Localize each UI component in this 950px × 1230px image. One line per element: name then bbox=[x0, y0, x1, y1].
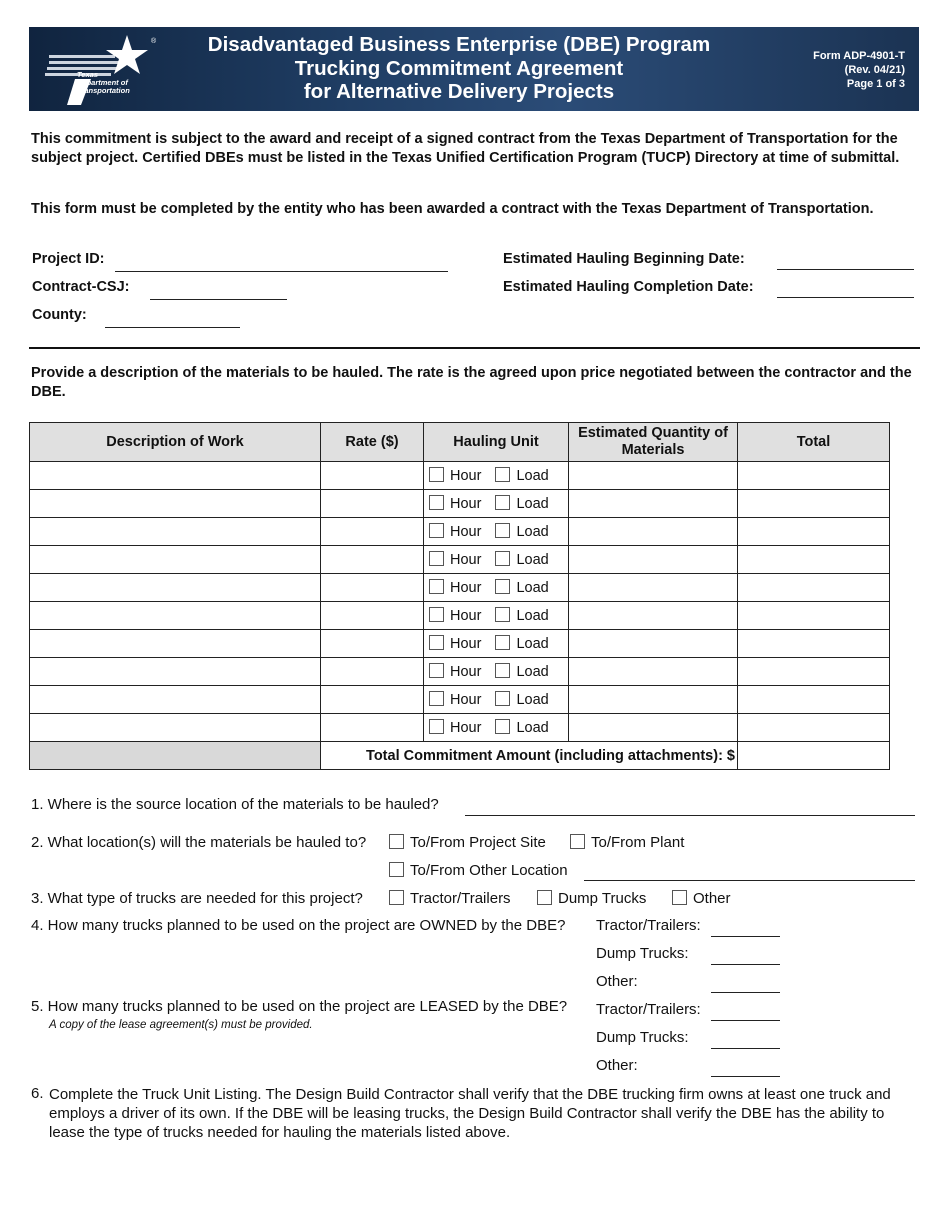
total-row-blank bbox=[30, 742, 321, 770]
owned-dump-label: Dump Trucks: bbox=[596, 945, 689, 962]
title-line-1: Disadvantaged Business Enterprise (DBE) Program bbox=[207, 33, 711, 56]
owned-other-label: Other: bbox=[596, 973, 638, 990]
unit-load-label: Load bbox=[516, 636, 549, 652]
quantity-input[interactable] bbox=[569, 574, 738, 602]
option-plant[interactable] bbox=[570, 834, 684, 851]
unit-hour-label: Hour bbox=[450, 664, 482, 680]
unit-load-label: Load bbox=[516, 608, 549, 624]
unit-hour-option[interactable] bbox=[429, 692, 481, 708]
checkbox-load[interactable] bbox=[495, 663, 510, 678]
table-row bbox=[30, 574, 890, 602]
col-total: Total bbox=[738, 423, 890, 462]
quantity-input[interactable] bbox=[569, 518, 738, 546]
table-row bbox=[30, 462, 890, 490]
checkbox-plant[interactable] bbox=[570, 834, 585, 849]
project-id-input[interactable] bbox=[115, 271, 448, 272]
unit-hour-option[interactable] bbox=[429, 636, 481, 652]
question-4: 4. How many trucks planned to be used on the project are OWNED by the DBE? bbox=[31, 917, 566, 934]
rate-input[interactable] bbox=[321, 602, 424, 630]
form-header-banner bbox=[29, 27, 919, 111]
rate-input[interactable] bbox=[321, 658, 424, 686]
hauling-unit-cell bbox=[424, 518, 569, 546]
col-rate: Rate ($) bbox=[321, 423, 424, 462]
option-project-site-label: To/From Project Site bbox=[410, 834, 546, 851]
other-location-input[interactable] bbox=[584, 880, 915, 881]
option-project-site[interactable] bbox=[389, 834, 546, 851]
unit-load-option[interactable] bbox=[495, 580, 548, 596]
col-hauling-unit: Hauling Unit bbox=[424, 423, 569, 462]
total-input[interactable] bbox=[738, 518, 890, 546]
unit-load-label: Load bbox=[516, 720, 549, 736]
checkbox-hour[interactable] bbox=[429, 691, 444, 706]
unit-load-option[interactable] bbox=[495, 468, 548, 484]
page-number: Page 1 of 3 bbox=[846, 78, 905, 90]
leased-dump-label: Dump Trucks: bbox=[596, 1029, 689, 1046]
rate-input[interactable] bbox=[321, 686, 424, 714]
hauling-unit-cell bbox=[424, 546, 569, 574]
unit-load-label: Load bbox=[516, 692, 549, 708]
hauling-unit-cell bbox=[424, 602, 569, 630]
checkbox-load[interactable] bbox=[495, 607, 510, 622]
unit-hour-option[interactable] bbox=[429, 496, 481, 512]
question-2: 2. What location(s) will the materials be hauled to? bbox=[31, 834, 367, 851]
description-input[interactable] bbox=[30, 518, 321, 546]
total-commitment-label: Total Commitment Amount (including attachments): $ bbox=[321, 742, 738, 770]
description-input[interactable] bbox=[30, 462, 321, 490]
option-dump-trucks[interactable] bbox=[537, 890, 646, 907]
quantity-input[interactable] bbox=[569, 630, 738, 658]
unit-hour-label: Hour bbox=[450, 692, 482, 708]
total-row bbox=[30, 742, 890, 770]
question-3: 3. What type of trucks are needed for this project? bbox=[31, 890, 363, 907]
form-id-block bbox=[813, 49, 905, 91]
title-line-2: Trucking Commitment Agreement bbox=[294, 56, 624, 80]
hauling-begin-label: Estimated Hauling Beginning Date: bbox=[503, 251, 745, 267]
unit-hour-label: Hour bbox=[450, 552, 482, 568]
hauling-unit-cell bbox=[424, 686, 569, 714]
question-5: 5. How many trucks planned to be used on the project are LEASED by the DBE? bbox=[31, 998, 568, 1015]
hauling-table bbox=[29, 422, 890, 770]
checkbox-hour[interactable] bbox=[429, 495, 444, 510]
rate-input[interactable] bbox=[321, 462, 424, 490]
project-id-label: Project ID: bbox=[32, 251, 105, 267]
total-input[interactable] bbox=[738, 658, 890, 686]
rate-input[interactable] bbox=[321, 630, 424, 658]
checkbox-other-truck[interactable] bbox=[672, 890, 687, 905]
leased-tractor-label: Tractor/Trailers: bbox=[596, 1001, 701, 1018]
rate-input[interactable] bbox=[321, 546, 424, 574]
contract-csj-label: Contract-CSJ: bbox=[32, 279, 130, 295]
intro-paragraph-1: This commitment is subject to the award and receipt of a signed contract from the Texas Department of Transportation for the subject project. Certified DBEs must be listed in the Texas Unified Certification Program (TUCP) Directory at time of submittal. bbox=[31, 131, 900, 166]
total-input[interactable] bbox=[738, 490, 890, 518]
table-row bbox=[30, 714, 890, 742]
option-dump-trucks-label: Dump Trucks bbox=[558, 890, 647, 907]
option-tractor-trailers-label: Tractor/Trailers bbox=[410, 890, 511, 907]
total-input[interactable] bbox=[738, 602, 890, 630]
checkbox-hour[interactable] bbox=[429, 551, 444, 566]
total-input[interactable] bbox=[738, 574, 890, 602]
rate-input[interactable] bbox=[321, 518, 424, 546]
checkbox-hour[interactable] bbox=[429, 523, 444, 538]
description-input[interactable] bbox=[30, 630, 321, 658]
option-other-location-label: To/From Other Location bbox=[410, 862, 568, 879]
title-line-3: for Alternative Delivery Projects bbox=[303, 80, 615, 103]
unit-hour-label: Hour bbox=[450, 580, 482, 596]
hauling-unit-cell bbox=[424, 490, 569, 518]
leased-dump-input[interactable] bbox=[711, 1048, 780, 1049]
unit-load-option[interactable] bbox=[495, 524, 548, 540]
table-row bbox=[30, 490, 890, 518]
unit-hour-label: Hour bbox=[450, 636, 482, 652]
txdot-logo bbox=[45, 33, 155, 107]
hauling-begin-input[interactable] bbox=[777, 269, 914, 270]
leased-other-input[interactable] bbox=[711, 1076, 780, 1077]
hauling-complete-input[interactable] bbox=[777, 297, 914, 298]
total-input[interactable] bbox=[738, 686, 890, 714]
description-input[interactable] bbox=[30, 658, 321, 686]
option-other-truck[interactable] bbox=[672, 890, 731, 907]
table-header-row bbox=[30, 423, 890, 462]
unit-load-option[interactable] bbox=[495, 664, 548, 680]
quantity-input[interactable] bbox=[569, 546, 738, 574]
unit-hour-option[interactable] bbox=[429, 720, 481, 736]
unit-load-label: Load bbox=[516, 664, 549, 680]
hauling-unit-cell bbox=[424, 714, 569, 742]
unit-load-option[interactable] bbox=[495, 496, 548, 512]
table-row bbox=[30, 546, 890, 574]
unit-load-label: Load bbox=[516, 468, 549, 484]
unit-load-label: Load bbox=[516, 580, 549, 596]
description-input[interactable] bbox=[30, 574, 321, 602]
question-6: Complete the Truck Unit Listing. The Design Build Contractor shall verify that the DBE trucking firm owns at least one truck and employs a driver of its own. If the DBE will be leasing trucks, the Design Build Contractor shall verify the DBE has the ability to lease the type of trucks needed for hauling the materials listed above. bbox=[49, 1086, 891, 1141]
unit-load-label: Load bbox=[516, 496, 549, 512]
unit-load-option[interactable] bbox=[495, 720, 548, 736]
quantity-input[interactable] bbox=[569, 714, 738, 742]
table-row bbox=[30, 630, 890, 658]
option-other-truck-label: Other bbox=[693, 890, 731, 907]
unit-hour-option[interactable] bbox=[429, 608, 481, 624]
checkbox-hour[interactable] bbox=[429, 719, 444, 734]
checkbox-hour[interactable] bbox=[429, 663, 444, 678]
source-location-input[interactable] bbox=[465, 815, 915, 816]
option-plant-label: To/From Plant bbox=[591, 834, 685, 851]
quantity-input[interactable] bbox=[569, 602, 738, 630]
col-description: Description of Work bbox=[30, 423, 321, 462]
unit-load-label: Load bbox=[516, 524, 549, 540]
logo-text: Texas Department of Transportation bbox=[77, 70, 130, 95]
hauling-complete-label: Estimated Hauling Completion Date: bbox=[503, 279, 754, 295]
total-commitment-input[interactable] bbox=[738, 742, 890, 770]
description-input[interactable] bbox=[30, 714, 321, 742]
owned-other-input[interactable] bbox=[711, 992, 780, 993]
contract-csj-input[interactable] bbox=[150, 299, 287, 300]
page-title bbox=[179, 33, 739, 104]
checkbox-load[interactable] bbox=[495, 467, 510, 482]
table-row bbox=[30, 686, 890, 714]
materials-instruction: Provide a description of the materials to be hauled. The rate is the agreed upon price negotiated between the contractor and the DBE. bbox=[31, 365, 912, 400]
total-input[interactable] bbox=[738, 630, 890, 658]
checkbox-load[interactable] bbox=[495, 523, 510, 538]
hauling-unit-cell bbox=[424, 574, 569, 602]
unit-hour-label: Hour bbox=[450, 496, 482, 512]
checkbox-hour[interactable] bbox=[429, 635, 444, 650]
rate-input[interactable] bbox=[321, 574, 424, 602]
checkbox-tractor-trailers[interactable] bbox=[389, 890, 404, 905]
question-1: 1. Where is the source location of the materials to be hauled? bbox=[31, 796, 439, 813]
quantity-input[interactable] bbox=[569, 658, 738, 686]
leased-tractor-input[interactable] bbox=[711, 1020, 780, 1021]
rate-input[interactable] bbox=[321, 714, 424, 742]
leased-other-label: Other: bbox=[596, 1057, 638, 1074]
description-input[interactable] bbox=[30, 686, 321, 714]
checkbox-other-location[interactable] bbox=[389, 862, 404, 877]
total-input[interactable] bbox=[738, 714, 890, 742]
unit-load-label: Load bbox=[516, 552, 549, 568]
lease-note: A copy of the lease agreement(s) must be provided. bbox=[49, 1019, 313, 1031]
checkbox-load[interactable] bbox=[495, 495, 510, 510]
owned-dump-input[interactable] bbox=[711, 964, 780, 965]
unit-hour-option[interactable] bbox=[429, 468, 481, 484]
hauling-unit-cell bbox=[424, 658, 569, 686]
description-input[interactable] bbox=[30, 546, 321, 574]
county-label: County: bbox=[32, 307, 87, 323]
rate-input[interactable] bbox=[321, 490, 424, 518]
section-divider bbox=[29, 347, 920, 349]
option-tractor-trailers[interactable] bbox=[389, 890, 511, 907]
checkbox-load[interactable] bbox=[495, 551, 510, 566]
unit-hour-label: Hour bbox=[450, 468, 482, 484]
unit-load-option[interactable] bbox=[495, 636, 548, 652]
description-input[interactable] bbox=[30, 602, 321, 630]
hauling-unit-cell bbox=[424, 462, 569, 490]
owned-tractor-label: Tractor/Trailers: bbox=[596, 917, 701, 934]
hauling-unit-cell bbox=[424, 630, 569, 658]
county-input[interactable] bbox=[105, 327, 240, 328]
option-other-location[interactable] bbox=[389, 862, 568, 879]
unit-load-option[interactable] bbox=[495, 552, 548, 568]
unit-load-option[interactable] bbox=[495, 608, 548, 624]
unit-hour-label: Hour bbox=[450, 608, 482, 624]
col-estimated-quantity: Estimated Quantity of Materials bbox=[569, 423, 738, 462]
checkbox-load[interactable] bbox=[495, 635, 510, 650]
total-input[interactable] bbox=[738, 462, 890, 490]
form-revision: (Rev. 04/21) bbox=[844, 64, 905, 76]
svg-text:®: ® bbox=[151, 38, 157, 45]
unit-hour-option[interactable] bbox=[429, 524, 481, 540]
checkbox-dump-trucks[interactable] bbox=[537, 890, 552, 905]
unit-hour-option[interactable] bbox=[429, 664, 481, 680]
checkbox-load[interactable] bbox=[495, 719, 510, 734]
checkbox-hour[interactable] bbox=[429, 467, 444, 482]
form-number: Form ADP-4901-T bbox=[813, 50, 905, 62]
checkbox-hour[interactable] bbox=[429, 607, 444, 622]
question-6-number: 6. bbox=[31, 1085, 44, 1102]
table-row bbox=[30, 518, 890, 546]
quantity-input[interactable] bbox=[569, 686, 738, 714]
unit-load-option[interactable] bbox=[495, 692, 548, 708]
total-input[interactable] bbox=[738, 546, 890, 574]
owned-tractor-input[interactable] bbox=[711, 936, 780, 937]
unit-hour-label: Hour bbox=[450, 524, 482, 540]
checkbox-load[interactable] bbox=[495, 691, 510, 706]
unit-hour-option[interactable] bbox=[429, 580, 481, 596]
unit-hour-option[interactable] bbox=[429, 552, 481, 568]
checkbox-hour[interactable] bbox=[429, 579, 444, 594]
checkbox-load[interactable] bbox=[495, 579, 510, 594]
quantity-input[interactable] bbox=[569, 490, 738, 518]
table-row bbox=[30, 602, 890, 630]
table-row bbox=[30, 658, 890, 686]
description-input[interactable] bbox=[30, 490, 321, 518]
quantity-input[interactable] bbox=[569, 462, 738, 490]
intro-paragraph-2: This form must be completed by the entity who has been awarded a contract with the Texas Department of Transportation. bbox=[31, 201, 874, 217]
checkbox-project-site[interactable] bbox=[389, 834, 404, 849]
unit-hour-label: Hour bbox=[450, 720, 482, 736]
